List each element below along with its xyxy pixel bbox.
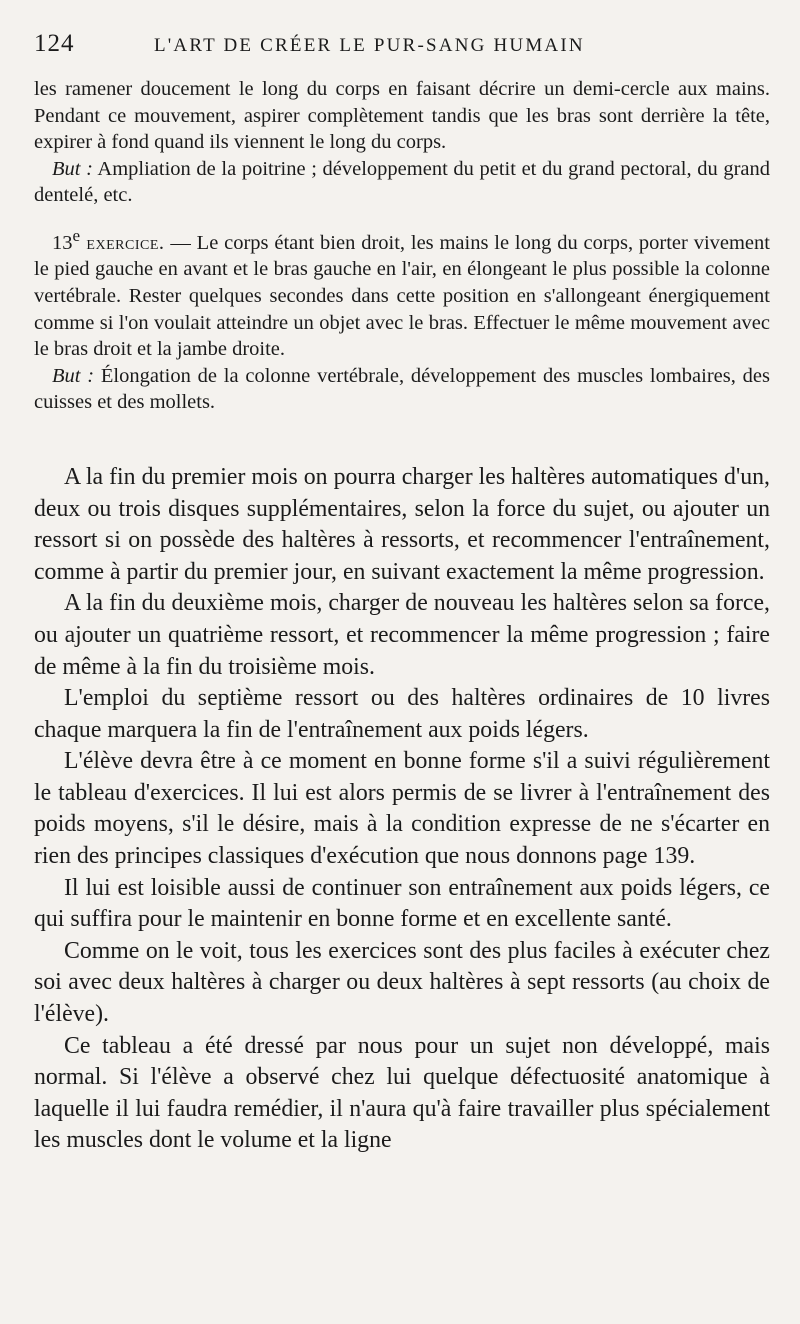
goal-label: But : (52, 364, 95, 387)
exercise-section (34, 76, 770, 416)
paragraph: Ce tableau a été dressé par nous pour un sujet non développé, mais normal. Si l'élève a observé chez lui quelque défectuosité anatomique à laquelle il lui faudra remédier, il n'aura qu'à faire travailler plus spécialement les muscles dont le volume et la ligne (34, 1032, 770, 1154)
exercise-13 (34, 223, 770, 363)
paragraph: Comme on le voit, tous les exercices sont des plus faciles à exécuter chez soi avec deux haltères à charger ou deux haltères à sept ressorts (au choix de l'élève). (34, 937, 770, 1028)
main-text (34, 462, 770, 1157)
exercise-12-goal (34, 156, 770, 209)
page-header (34, 30, 770, 70)
paragraph: A la fin du deuxième mois, charger de nouveau les haltères selon sa force, ou ajouter un quatrième ressort, et recommencer la même progression ; faire de même à la fin du troisième mois. (34, 590, 770, 680)
running-title: L'ART DE CRÉER LE PUR-SANG HUMAIN (154, 35, 585, 56)
goal-text: Ampliation de la poitrine ; développement du petit et du grand pectoral, du grand dentelé, etc. (34, 157, 770, 207)
goal-label: But : (52, 157, 93, 180)
exercise-13-goal (34, 363, 770, 416)
exercise-12-continuation: les ramener doucement le long du corps en faisant décrire un demi-cercle aux mains. Pendant ce mouvement, aspirer complètement tandis que les bras sont derrière la tête, expirer à fond quand ils viennent le long du corps. (34, 78, 770, 154)
exercise-13-label: exercice. (80, 231, 165, 254)
paragraph: L'emploi du septième ressort ou des haltères ordinaires de 10 livres chaque marquera la fin de l'entraînement aux poids légers. (34, 685, 770, 743)
spacer (34, 209, 770, 223)
paragraph: L'élève devra être à ce moment en bonne forme s'il a suivi régulièrement le tableau d'exercices. Il lui est alors permis de se livrer à l'entraînement des poids moyens, s'il le désire, mais à la condition expresse de ne s'écarter en rien des principes classiques d'exécution que nous donnons page 139. (34, 748, 770, 870)
page-number: 124 (34, 30, 75, 57)
exercise-13-text: — Le corps étant bien droit, les mains le long du corps, porter vivement le pied gauche en avant et le bras gauche en l'air, en élongeant le plus possible la colonne vertébrale. Rester quelques secondes dans cette position en s'allongeant énergiquement comme si l'on voulait atteindre un objet avec le bras. Effectuer le même mouvement avec le bras droit et la jambe droite. (34, 231, 770, 361)
goal-text: Élongation de la colonne vertébrale, développement des muscles lombaires, des cuisses et des mollets. (34, 364, 771, 414)
exercise-13-ordinal: e (72, 225, 81, 245)
paragraph: Il lui est loisible aussi de continuer son entraînement aux poids légers, ce qui suffira pour le maintenir en bonne forme et en excellente santé. (34, 874, 770, 933)
exercise-13-number: 13 (52, 231, 73, 254)
paragraph: A la fin du premier mois on pourra charger les haltères automatiques d'un, deux ou trois disques supplémentaires, selon la force du sujet, ou ajouter un ressort si on possède des haltères à ressorts, et recommencer l'entraînement, comme à partir du premier jour, en suivant exactement la même progression. (34, 463, 770, 585)
